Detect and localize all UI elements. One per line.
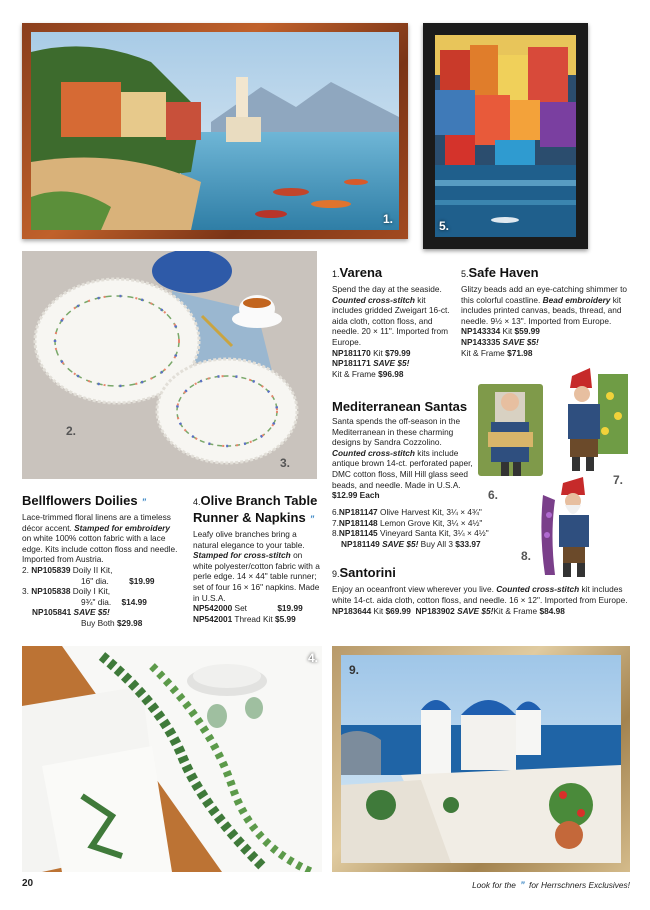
bellflowers-section: [22, 493, 180, 629]
santorini-section: [332, 565, 632, 617]
safe-haven-sku-row: NP143334 Kit $59.99: [461, 326, 540, 337]
olive-sku-row: NP542001 Thread Kit $5.99: [193, 613, 296, 624]
picture-number: 5.: [439, 219, 450, 233]
list-item: NP181149 SAVE $5! Buy All 3 $33.97: [341, 538, 481, 549]
olive-sku-row: NP542000 Set $19.99: [193, 603, 303, 614]
santas-heading: Mediterranean Santas: [332, 399, 468, 414]
varena-sku-row: NP181170 Kit $79.99: [332, 347, 411, 358]
santa-ornament-picture: [560, 366, 632, 474]
varena-sku-row: NP181171 SAVE $5!: [332, 358, 410, 369]
olive-heading: 4.Olive Branch Table Runner & Napkins ”: [193, 493, 318, 525]
picture-number: 9.: [349, 663, 360, 677]
olive-section: [193, 493, 321, 624]
list-item: 16" dia. $19.99: [81, 575, 155, 586]
picture-number: 1.: [382, 212, 393, 226]
list-item: 3. NP105838 Doily I Kit,: [22, 586, 111, 597]
olive-runner-picture: [22, 646, 322, 872]
santorini-sku-row: NP183644 Kit $69.99 NP183902 SAVE $5!Kit & Frame $84.98: [332, 606, 565, 617]
santa-ornament-picture: [473, 372, 548, 482]
varena-section: [332, 265, 454, 379]
picture-number: 2.: [66, 424, 77, 438]
page-number: 20: [22, 878, 34, 889]
list-item: 9¾" dia. $14.99: [81, 596, 147, 607]
santorini-picture: [332, 646, 630, 872]
safe-haven-picture: [423, 23, 588, 249]
bellflowers-description: Lace-trimmed floral linens are a timeless décor accent. Stamped for embroidery on white 100% cotton fabric with a lace edge. Kits include cotton floss and needle. Imported from Austria.: [22, 512, 178, 565]
safe-haven-description: Glitzy beads add an eye-catching shimmer to this colorful coastline. Bead embroidery kit includes printed canvas, beads, thread, and needle. 9½ × 13". Imported from Europe.: [461, 284, 628, 326]
list-item: 2. NP105839 Doily II Kit,: [22, 564, 113, 575]
varena-heading: 1.Varena: [332, 265, 383, 280]
varena-sku-row: Kit & Frame $96.98: [332, 368, 404, 379]
santas-sku-list: [332, 507, 522, 549]
varena-picture: [22, 23, 408, 239]
safe-haven-sku-row: Kit & Frame $71.98: [461, 347, 533, 358]
safe-haven-heading: 5.Safe Haven: [461, 265, 539, 280]
santorini-description: Enjoy an oceanfront view wherever you live. Counted cross-stitch kit includes white 14-ct. aida cloth, cotton floss, and needle. 16 × 12". Imported from Europe.: [332, 584, 628, 605]
doilies-picture: [22, 251, 317, 479]
santas-description: Santa spends the off-season in the Mediterranean in these charming designs by Sandra Cozzolino. Counted cross-stitch kits include antique brown 14-ct. perforated paper, DMC cotton floss, Mill Hill glass seed beads, and needle. Made in U.S.A. $12.99 Each: [332, 416, 473, 501]
list-item: Buy Both $29.98: [81, 617, 143, 628]
safe-haven-section: [461, 265, 633, 358]
exclusive-badge-icon: ”: [520, 880, 525, 890]
bellflowers-heading: Bellflowers Doilies ”: [22, 493, 147, 508]
safe-haven-sku-row: NP143335 SAVE $5!: [461, 336, 539, 347]
picture-number: 8.: [521, 549, 532, 563]
list-item: NP105841 SAVE $5!: [32, 607, 110, 618]
picture-number: 6.: [488, 488, 499, 502]
list-item: 8.NP181145 Vineyard Santa Kit, 3¼ × 4½": [332, 528, 489, 539]
exclusive-badge-icon: ”: [309, 514, 315, 524]
list-item: 6.NP181147 Olive Harvest Kit, 3¼ × 4¾": [332, 507, 482, 517]
picture-number: 7.: [613, 473, 624, 487]
footer-note: Look for the ” for Herrschners Exclusives!: [472, 880, 630, 890]
olive-description: Leafy olive branches bring a natural elegance to your table. Stamped for cross-stitch on white polyester/cotton fabric with a perle edge. 14 × 44" table runner; set of four 16 × 16" napkins. Made in U.S.A.: [193, 529, 320, 603]
list-item: 7.NP181148 Lemon Grove Kit, 3¼ × 4½": [332, 517, 483, 528]
exclusive-badge-icon: ”: [141, 497, 147, 507]
santorini-heading: 9.Santorini: [332, 565, 396, 580]
picture-number: 3.: [280, 456, 291, 470]
varena-description: Spend the day at the seaside. Counted cross-stitch kit includes gridded Zweigart 16-ct. aida cloth, cotton floss, and needle. 20 × 11". Imported from Europe.: [332, 284, 450, 347]
picture-number: 4.: [307, 651, 318, 665]
santas-section: [332, 399, 477, 501]
